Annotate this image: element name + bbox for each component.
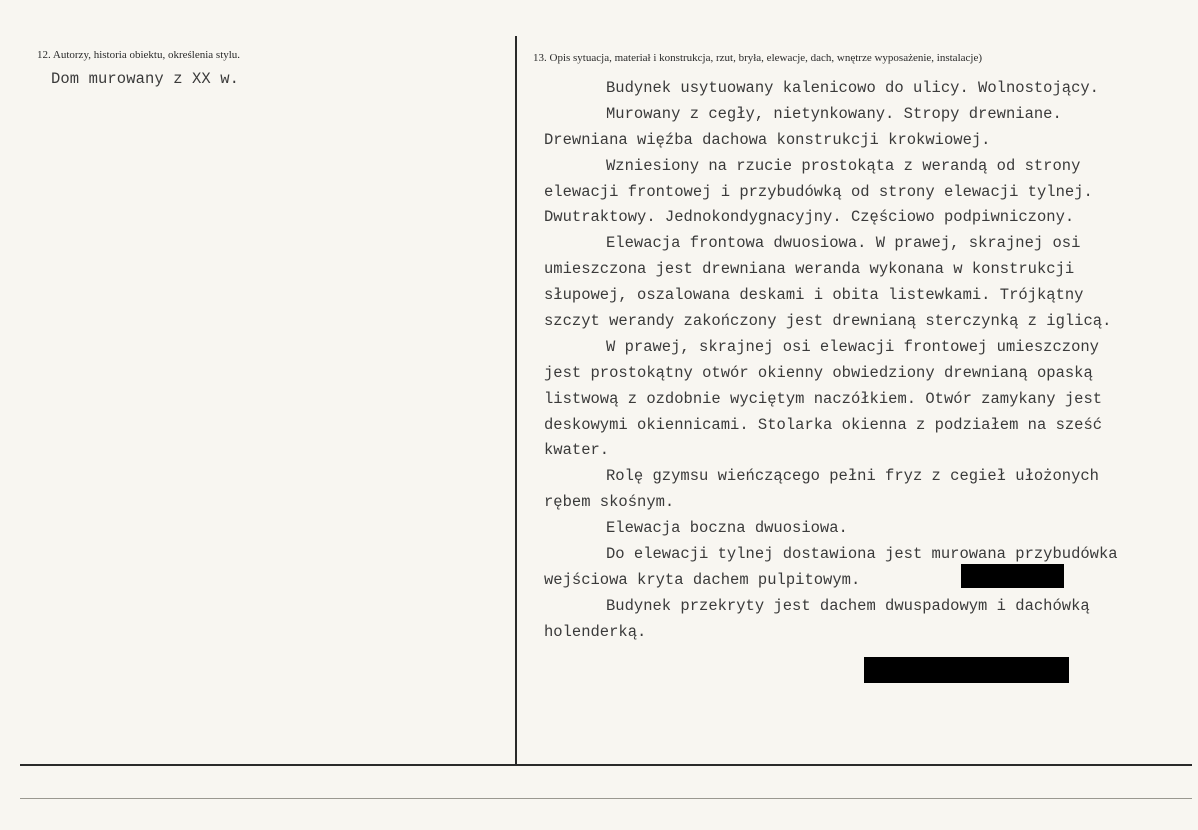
body-line: rębem skośnym. bbox=[544, 493, 675, 512]
body-line: holenderką. bbox=[544, 622, 647, 641]
body-line: umieszczona jest drewniana weranda wykonana w konstrukcji bbox=[544, 260, 1075, 279]
section-12-text: Dom murowany z XX w. bbox=[51, 70, 240, 88]
body-line: elewacji frontowej i przybudówką od strony elewacji tylnej. bbox=[544, 182, 1093, 201]
body-line: Murowany z cegły, nietynkowany. Stropy drewniane. bbox=[606, 104, 1062, 123]
section-12-label: 12. Autorzy, historia obiektu, określenia stylu. bbox=[37, 49, 241, 61]
body-line: Drewniana więźba dachowa konstrukcji krokwiowej. bbox=[544, 130, 991, 149]
body-line: Budynek przekryty jest dachem dwuspadowym i dachówką bbox=[606, 596, 1090, 615]
section-13-label: 13. Opis sytuacja, materiał i konstrukcja, rzut, bryła, elewacje, dach, wnętrze wyposażenie, instalacje) bbox=[533, 52, 982, 64]
body-line: jest prostokątny otwór okienny obwiedziony drewnianą opaską bbox=[544, 363, 1093, 382]
bottom-rule-secondary bbox=[20, 798, 1192, 799]
body-line: słupowej, oszalowana deskami i obita listewkami. Trójkątny bbox=[544, 286, 1084, 305]
body-line: Dwutraktowy. Jednokondygnacyjny. Częściowo podpiwniczony. bbox=[544, 208, 1075, 227]
column-divider bbox=[515, 36, 517, 764]
body-line: wejściowa kryta dachem pulpitowym. bbox=[544, 570, 861, 589]
body-line: W prawej, skrajnej osi elewacji frontowej umieszczony bbox=[606, 337, 1099, 356]
body-line: deskowymi okiennicami. Stolarka okienna z podziałem na sześć bbox=[544, 415, 1103, 434]
section-13-body bbox=[544, 76, 1184, 646]
body-line: szczyt werandy zakończony jest drewnianą sterczynką z iglicą. bbox=[544, 312, 1112, 331]
body-line: Do elewacji tylnej dostawiona jest murowana przybudówka bbox=[606, 545, 1118, 564]
body-line: listwową z ozdobnie wyciętym naczółkiem. Otwór zamykany jest bbox=[544, 389, 1103, 408]
body-line: Rolę gzymsu wieńczącego pełni fryz z cegieł ułożonych bbox=[606, 467, 1099, 486]
body-line: Elewacja boczna dwuosiowa. bbox=[606, 519, 848, 538]
redaction-block bbox=[961, 564, 1064, 588]
bottom-rule bbox=[20, 764, 1192, 766]
redaction-block bbox=[864, 657, 1069, 683]
body-line: kwater. bbox=[544, 441, 610, 460]
body-line: Elewacja frontowa dwuosiowa. W prawej, skrajnej osi bbox=[606, 234, 1081, 253]
body-line: Budynek usytuowany kalenicowo do ulicy. Wolnostojący. bbox=[606, 79, 1099, 97]
body-line: Wzniesiony na rzucie prostokąta z werandą od strony bbox=[606, 156, 1081, 175]
